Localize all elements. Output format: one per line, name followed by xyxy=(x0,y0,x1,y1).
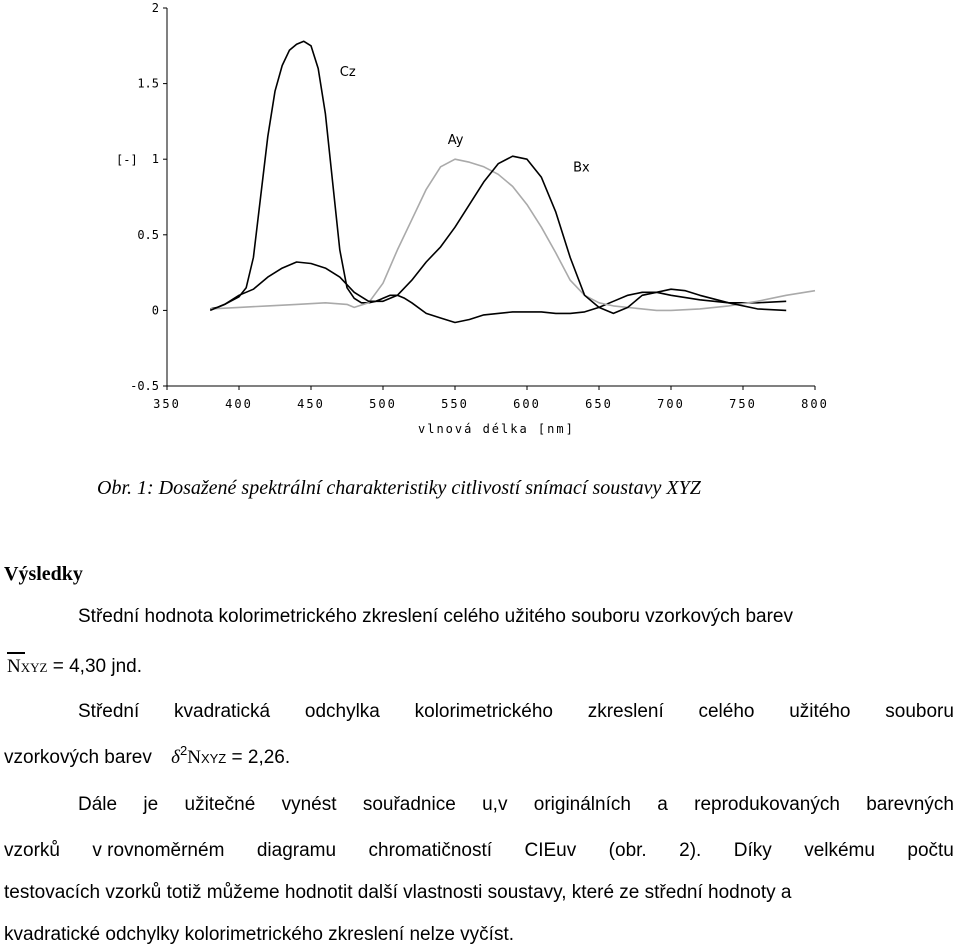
p3-line2-word: vzorků xyxy=(4,840,60,861)
p3-line1-word: užitečné xyxy=(184,794,256,815)
series-label: Bx xyxy=(573,160,590,176)
chart-ticks xyxy=(130,1,829,411)
x-tick-label: 450 xyxy=(297,397,325,411)
paragraph-2-line-1 xyxy=(78,700,954,724)
p3-line1-word: souřadnice xyxy=(362,794,456,815)
p3-line1-word: je xyxy=(143,794,159,815)
paragraph-1-line-1: Střední hodnota kolorimetrického zkreslení celého užitého souboru vzorkových barev xyxy=(78,606,793,627)
p3-line2-word: v rovnoměrném xyxy=(92,840,225,861)
paragraph-3-line-4: kvadratické odchylky kolorimetrického zkreslení nelze vyčíst. xyxy=(4,924,515,945)
p3-line1-word: barevných xyxy=(866,794,954,815)
series-labels xyxy=(340,65,590,175)
x-tick-label: 650 xyxy=(585,397,613,411)
x-tick-label: 350 xyxy=(153,397,181,411)
p2-line1-word: odchylka xyxy=(304,701,380,722)
p2-line1-word: kvadratická xyxy=(174,701,271,722)
series-label: Cz xyxy=(339,65,356,81)
x-tick-label: 550 xyxy=(441,397,469,411)
p3-line2-word: 2). xyxy=(679,840,702,861)
p2-line1-word: užitého xyxy=(789,701,851,722)
y-axis-label: [-] xyxy=(116,153,138,167)
x-tick-label: 600 xyxy=(513,397,541,411)
x-tick-label: 800 xyxy=(801,397,829,411)
chart-axes xyxy=(167,8,815,386)
p3-line2-word: CIEuv xyxy=(524,840,577,861)
p3-line1-word: vynést xyxy=(281,794,337,815)
paragraph-3-line-2 xyxy=(4,839,954,863)
paragraph-2-line-2 xyxy=(4,743,291,771)
std-symbol-N: N xyxy=(187,747,201,768)
std-superscript: 2 xyxy=(179,743,188,758)
p3-line1-word: u,v xyxy=(482,794,508,815)
p3-line1-word: originálních xyxy=(533,794,631,815)
y-tick-label: 1.5 xyxy=(137,76,159,91)
p3-line2-word: Díky xyxy=(733,840,772,861)
p3-line2-word: (obr. xyxy=(608,840,647,861)
figure-caption: Obr. 1: Dosažené spektrální charakteristiky citlivostí snímací soustavy XYZ xyxy=(97,477,701,499)
p2-line1-word: kolorimetrického xyxy=(414,701,553,722)
series-line-ay xyxy=(210,159,815,310)
p3-line1-word: Dále xyxy=(78,794,118,815)
chart-series xyxy=(210,41,815,322)
y-tick-label: 1 xyxy=(151,152,159,167)
mean-value: = 4,30 jnd. xyxy=(47,656,142,677)
x-axis-label: vlnová délka [nm] xyxy=(418,422,575,436)
p3-line2-word: počtu xyxy=(907,840,954,861)
paragraph-3-line-3: testovacích vzorků totiž můžeme hodnotit další vlastnosti soustavy, které ze střední hodnoty a xyxy=(4,882,792,903)
p3-line1-word: reprodukovaných xyxy=(694,794,840,815)
p2-line1-word: Střední xyxy=(78,701,140,722)
std-prefix: vzorkových barev xyxy=(4,747,152,768)
y-tick-label: 0.5 xyxy=(137,227,159,242)
series-line-cz xyxy=(210,41,786,322)
paragraph-3-line-1 xyxy=(78,793,954,817)
delta-symbol: δ xyxy=(171,747,180,768)
mean-subscript: XYZ xyxy=(20,660,48,675)
p2-line1-word: zkreslení xyxy=(587,701,664,722)
paragraph-1-line-2 xyxy=(7,655,142,680)
p3-line1-word: a xyxy=(657,794,668,815)
p3-line2-word: chromatičností xyxy=(368,840,493,861)
y-tick-label: 0 xyxy=(151,303,159,318)
x-tick-label: 400 xyxy=(225,397,253,411)
spectral-chart xyxy=(0,0,960,450)
p2-line1-word: celého xyxy=(698,701,755,722)
y-tick-label: -0.5 xyxy=(130,379,159,393)
std-subscript: XYZ xyxy=(200,751,227,766)
series-label: Ay xyxy=(447,133,464,149)
series-line-bx xyxy=(210,156,786,313)
x-tick-label: 700 xyxy=(657,397,685,411)
std-value: = 2,26. xyxy=(226,747,291,768)
p3-line2-word: velkému xyxy=(804,840,875,861)
mean-symbol-N: N xyxy=(7,656,21,677)
x-tick-label: 750 xyxy=(729,397,757,411)
section-heading: Výsledky xyxy=(4,563,83,585)
y-tick-label: 2 xyxy=(151,1,159,15)
mean-overline xyxy=(7,652,25,654)
p3-line2-word: diagramu xyxy=(256,840,337,861)
x-tick-label: 500 xyxy=(369,397,397,411)
p2-line1-word: souboru xyxy=(885,701,954,722)
